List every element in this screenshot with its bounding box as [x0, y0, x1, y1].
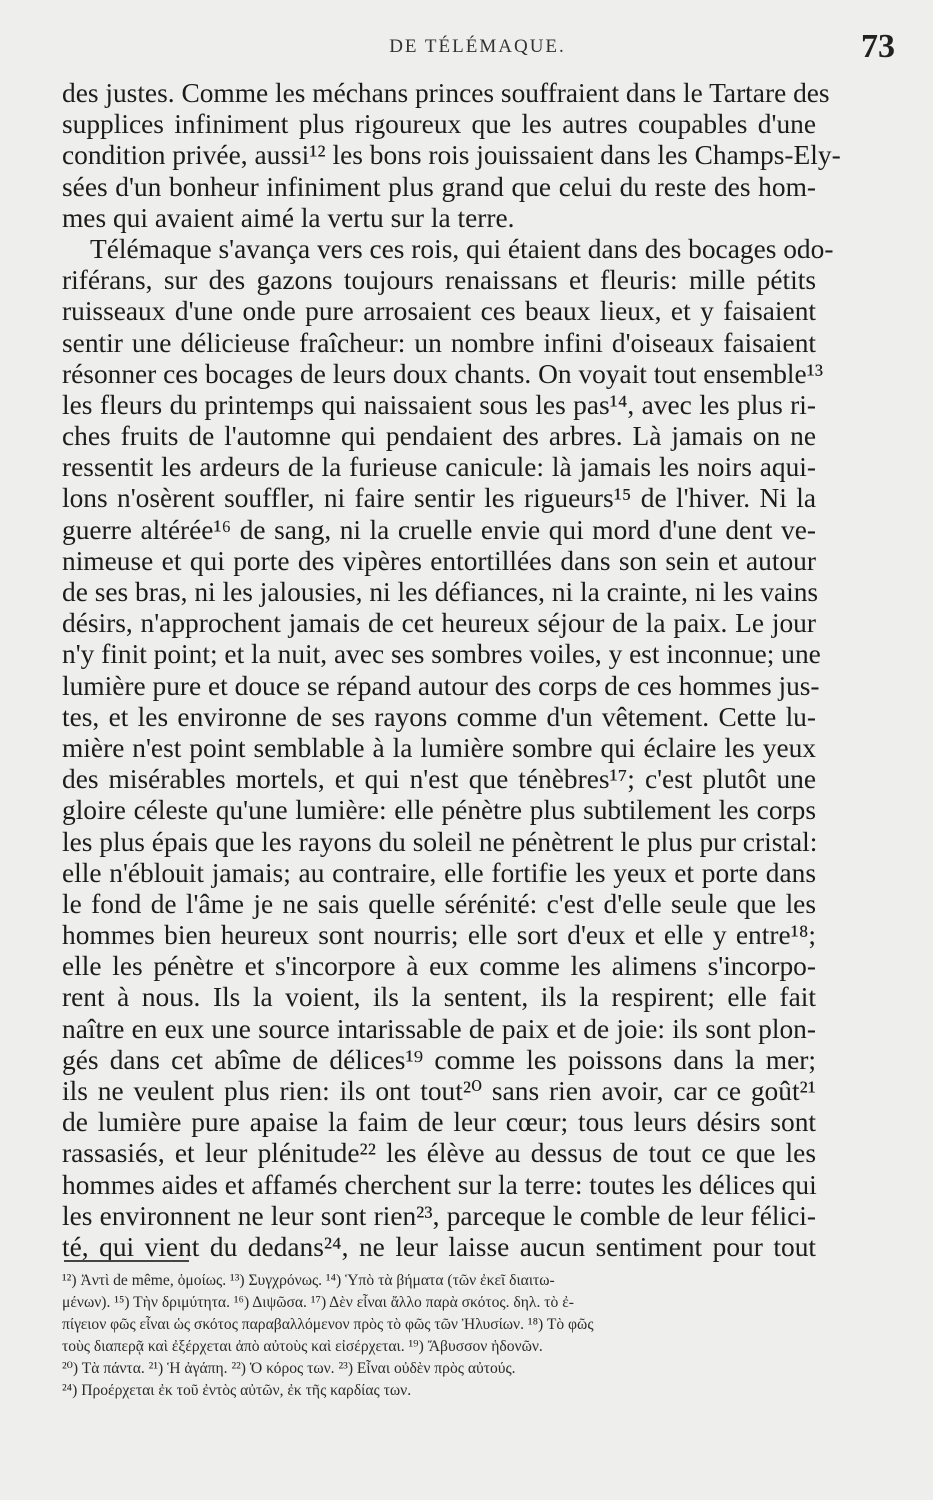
- text-line: mière n'est point semblable à la lumière sombre qui éclaire les yeux: [62, 732, 816, 763]
- text-line: rassasiés, et leur plénitude²² les élève au dessus de tout ce que les: [62, 1138, 816, 1169]
- text-line: de ses bras, ni les jalousies, ni les défiances, ni la crainte, ni les vains: [62, 577, 819, 607]
- text-line: lons n'osèrent souffler, ni faire sentir les rigueurs¹⁵ de l'hiver. Ni la: [62, 483, 816, 514]
- footnote-line: πίγειον φῶς εἶναι ὡς σκότος παραβαλλόμενον πρὸς τὸ φῶς τῶν Ἠλυσίων. ¹⁸) Τὸ φῶς: [62, 1316, 594, 1333]
- text-line: sentir une délicieuse fraîcheur: un nombre infini d'oiseaux faisaient: [62, 327, 816, 358]
- text-line: le fond de l'âme je ne sais quelle sérénité: c'est d'elle seule que les: [62, 888, 816, 919]
- text-line: guerre altérée¹⁶ de sang, ni la cruelle envie qui mord d'une dent ve-: [62, 514, 816, 545]
- text-line: té, qui vient du dedans²⁴, ne leur laisse aucun sentiment pour tout: [62, 1231, 816, 1262]
- text-line: hommes bien heureux sont nourris; elle sort d'eux et elle y entre¹⁸;: [62, 920, 816, 951]
- footnote-divider: [64, 1260, 189, 1262]
- text-line: elle les pénètre et s'incorpore à eux comme les alimens s'incorpo-: [62, 951, 816, 982]
- footnote-line: ²⁰) Τὰ πάντα. ²¹) Ἡ ἀγάπη. ²²) Ὁ κόρος των. ²³) Εἶναι οὐδὲν πρὸς αὐτούς.: [62, 1360, 516, 1377]
- text-line: condition privée, aussi¹² les bons rois jouissaient dans les Champs-Ely-: [62, 140, 841, 171]
- text-line: les plus épais que les rayons du soleil ne pénètrent le plus pur cristal:: [62, 826, 818, 857]
- footnotes: [62, 1270, 816, 1402]
- text-line: gés dans cet abîme de délices¹⁹ comme les poissons dans la mer;: [62, 1044, 816, 1075]
- text-line: elle n'éblouit jamais; au contraire, elle fortifie les yeux et porte dans: [62, 857, 816, 888]
- text-line: des misérables mortels, et qui n'est que ténèbres¹⁷; c'est plutôt une: [62, 764, 816, 795]
- text-line: tes, et les environne de ses rayons comme d'un vêtement. Cette lu-: [62, 701, 816, 732]
- text-line: ressentit les ardeurs de la furieuse canicule: là jamais les noirs aqui-: [62, 452, 816, 483]
- text-line: mes qui avaient aimé la vertu sur la terre.: [62, 202, 515, 233]
- text-line: gloire céleste qu'une lumière: elle pénètre plus subtilement les corps: [62, 795, 816, 826]
- text-line: rent à nous. Ils la voient, ils la sentent, ils la respirent; elle fait: [62, 982, 816, 1013]
- footnote-line: ²⁴) Προέρχεται ἐκ τοῦ ἐντὸς αὐτῶν, ἐκ τῆς καρδίας των.: [62, 1382, 412, 1399]
- text-line: les fleurs du printemps qui naissaient sous les pas¹⁴, avec les plus ri-: [62, 389, 816, 420]
- text-line: riférans, sur des gazons toujours renaissans et fleuris: mille pétits: [62, 265, 816, 296]
- footnote-line: ¹²) Ἀντὶ de même, ὁμοίως. ¹³) Συγχρόνως. ¹⁴) Ὑπὸ τὰ βήματα (τῶν ἐκεῖ διαιτω-: [62, 1272, 555, 1289]
- text-line: nimeuse et qui porte des vipères entortillées dans son sein et autour: [62, 545, 816, 576]
- footnote-line: μένων). ¹⁵) Τὴν δριμύτητα. ¹⁶) Διψῶσα. ¹⁷) Δὲν εἶναι ἄλλο παρὰ σκότος. δηλ. τὸ ἐ-: [62, 1294, 574, 1311]
- text-line: n'y finit point; et la nuit, avec ses sombres voiles, y est inconnue; une: [62, 639, 821, 670]
- running-head: [60, 28, 895, 68]
- paragraph-start-line: Télémaque s'avança vers ces rois, qui étaient dans des bocages odo-: [90, 233, 834, 264]
- body-text: [62, 78, 841, 1263]
- text-line: des justes. Comme les méchans princes souffraient dans le Tartare des: [62, 78, 830, 108]
- page-number: 73: [861, 28, 895, 65]
- text-line: ruisseaux d'une onde pure arrosaient ces beaux lieux, et y faisaient: [62, 296, 816, 327]
- text-line: les environnent ne leur sont rien²³, parceque le comble de leur félici-: [62, 1200, 816, 1231]
- text-line: hommes aides et affamés cherchent sur la terre: toutes les délices qui: [62, 1169, 817, 1200]
- text-line: supplices infiniment plus rigoureux que les autres coupables d'une: [62, 109, 816, 140]
- text-line: ches fruits de l'automne qui pendaient des arbres. Là jamais on ne: [62, 421, 816, 452]
- text-line: sées d'un bonheur infiniment plus grand que celui du reste des hom-: [62, 171, 816, 202]
- text-line: lumière pure et douce se répand autour des corps de ces hommes jus-: [62, 670, 820, 701]
- running-title: DE TÉLÉMAQUE.: [389, 36, 566, 57]
- text-line: résonner ces bocages de leurs doux chants. On voyait tout ensemble¹³: [62, 358, 824, 389]
- footnote-line: τοὺς διαπερᾷ καὶ ἐξέρχεται ἀπὸ αὐτοὺς καὶ εἰσέρχεται. ¹⁹) Ἄβυσσον ἡδονῶν.: [62, 1338, 543, 1355]
- text-line: ils ne veulent plus rien: ils ont tout²⁰ sans rien avoir, car ce goût²¹: [62, 1076, 816, 1106]
- text-line: naître en eux une source intarissable de paix et de joie: ils sont plon-: [62, 1013, 816, 1044]
- text-line: désirs, n'approchent jamais de cet heureux séjour de la paix. Le jour: [62, 608, 816, 639]
- text-line: de lumière pure apaise la faim de leur cœur; tous leurs désirs sont: [62, 1107, 816, 1138]
